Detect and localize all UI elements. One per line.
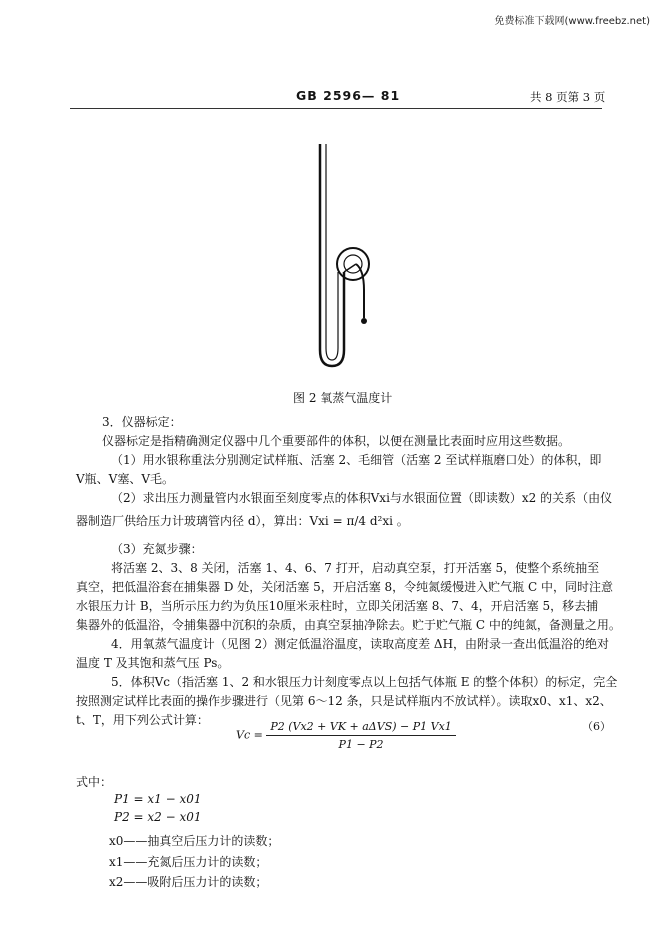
formula-lhs: Vc = [236, 728, 263, 742]
equation-number: （6） [582, 720, 611, 733]
section-3-title: 3．仪器标定： [102, 415, 182, 429]
section-4-line-2: 温度 T 及其饱和蒸气压 Ps。 [76, 656, 230, 670]
section-5-line-2: 按照测定试样比表面的操作步骤进行（见第 6～12 条，只是试样瓶内不放试样）。读取x0、x1、x2、 [76, 694, 612, 708]
section-5-line-1: 5．体积Vc（指活塞 1、2 和水银压力计刻度零点以上包括气体瓶 E 的整个体积）的标定，完全 [111, 675, 618, 689]
definition-p1: P1 = x1 − x01 [114, 792, 202, 806]
watermark-text: 免费标准下载网(www.freebz.net) [494, 16, 650, 27]
item-2-line-1: （2）求出压力测量管内水银面至刻度零点的体积Vxi与水银面位置（即读数）x2 的关系（由仪 [111, 491, 613, 505]
section-4-line-1: 4．用氧蒸气温度计（见图 2）测定低温浴温度，读取高度差 ΔH，由附录一查出低温浴的绝对 [111, 637, 610, 651]
formula-denominator: P1 − P2 [338, 738, 384, 751]
header-rule [70, 108, 602, 109]
definition-x0: x0——抽真空后压力计的读数； [109, 834, 280, 848]
formula-6 [236, 720, 456, 751]
oxygen-vapor-thermometer-figure [300, 140, 390, 380]
where-label: 式中： [76, 775, 113, 789]
item-2-line-2: 器制造厂供给压力计玻璃管内径 d），算出：Vxi = π/4 d²xi 。 [76, 514, 409, 528]
section-3-intro: 仪器标定是指精确测定仪器中几个重要部件的体积，以便在测量比表面时应用这些数据。 [102, 434, 571, 448]
standard-code: GB 2596— 81 [296, 88, 401, 103]
item-3-paragraph-line-1: 将活塞 2、3、8 关闭，活塞 1、4、6、7 打开，启动真空泵，打开活塞 5，使整个系统抽至 [111, 561, 600, 575]
formula-numerator: P2 (Vx2 + VK + aΔVS) − P1 Vx1 [266, 720, 455, 736]
definition-x1: x1——充氮后压力计的读数； [109, 855, 268, 869]
figure-caption: 图 2 氧蒸气温度计 [293, 391, 393, 405]
item-3-paragraph-line-2: 真空，把低温浴套在捕集器 D 处，关闭活塞 5，开启活塞 8，令纯氮缓慢进入贮气瓶 C 中，同时注意 [76, 580, 613, 594]
definition-x2: x2——吸附后压力计的读数； [109, 875, 268, 889]
item-3-paragraph-line-4: 集器外的低温浴，令捕集器中沉积的杂质，由真空泵抽净除去。贮于贮气瓶 C 中的纯氮，备测量之用。 [76, 618, 621, 632]
formula-fraction [266, 720, 455, 751]
item-1-line-1: （1）用水银称重法分别测定试样瓶、活塞 2、毛细管（活塞 2 至试样瓶磨口处）的体积，即 [111, 453, 602, 467]
item-3-title: （3）充氮步骤： [111, 542, 203, 556]
page-count: 共 8 页第 3 页 [530, 90, 606, 104]
definition-p2: P2 = x2 − x01 [114, 810, 202, 824]
item-3-paragraph-line-3: 水银压力计 B，当所示压力约为负压10厘米汞柱时，立即关闭活塞 8、7、4，开启活塞 5，移去捕 [76, 599, 599, 613]
item-1-line-2: V瓶、V塞、V毛。 [76, 472, 174, 486]
section-5-line-3: t、T，用下列公式计算： [76, 713, 209, 727]
